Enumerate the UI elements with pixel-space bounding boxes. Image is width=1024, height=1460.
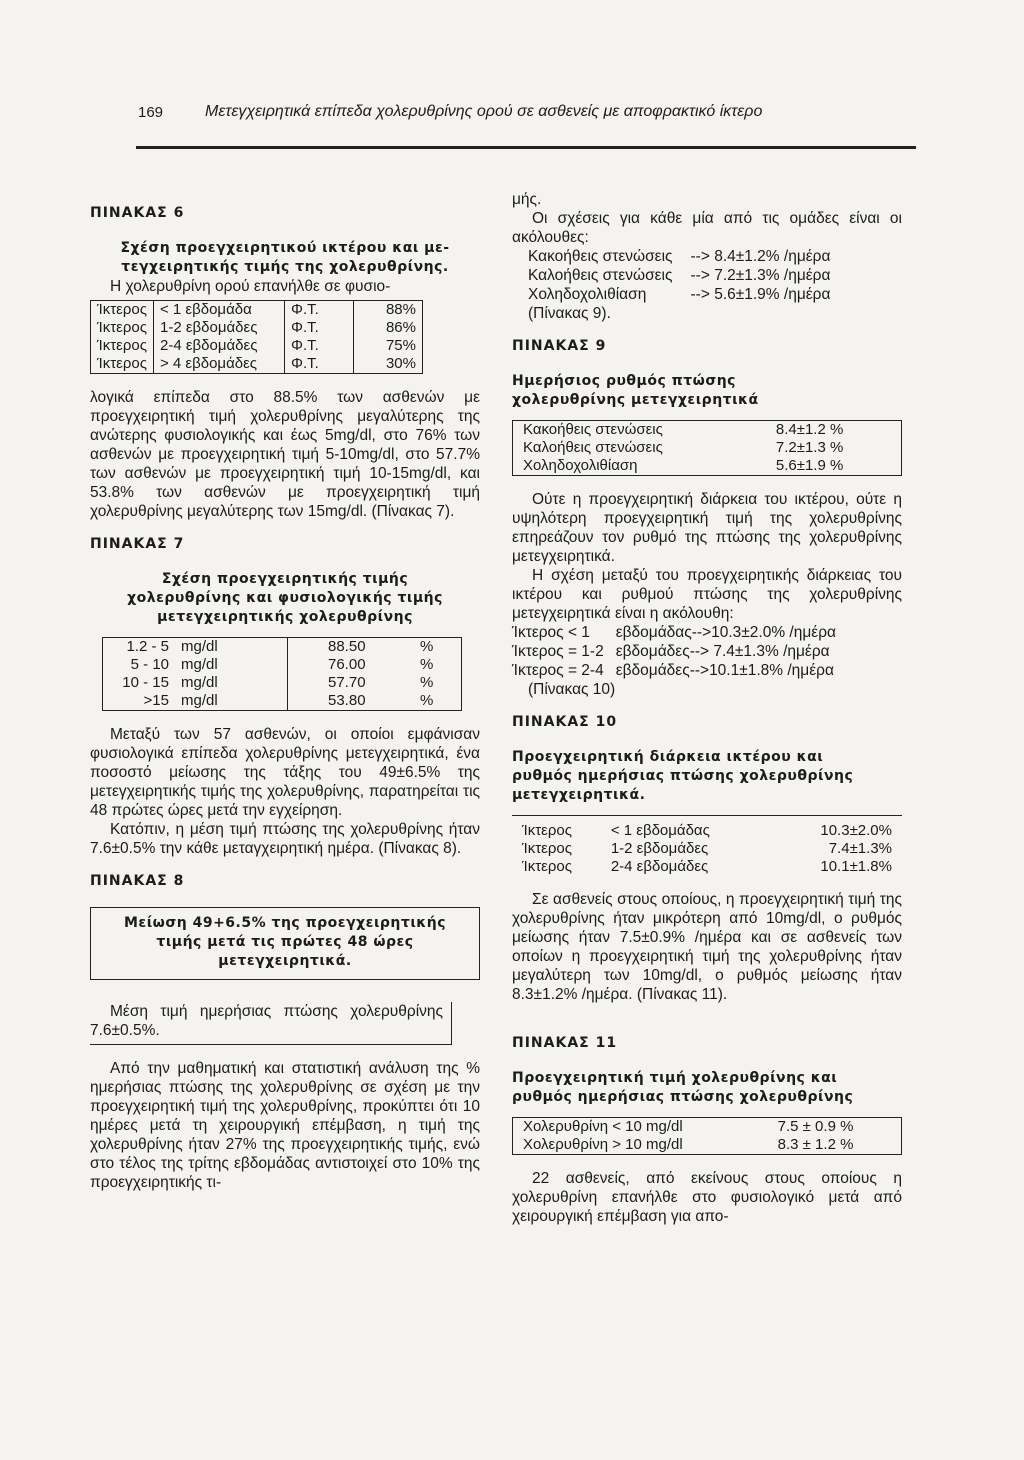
cell: εβδομάδες-->10.1±1.8% /ημέρα [615,662,834,679]
cell: Κακοήθεις στενώσεις [523,421,663,438]
caption-line: χολερυθρίνης και φυσιολογικής τιμής [127,590,443,606]
cell: % [420,692,434,709]
cell: mg/dl [181,674,218,691]
spacer [90,711,480,725]
cell: Ίκτερος = 1-2 [512,643,604,660]
caption-line: μετεγχειρητικά. [218,953,352,969]
paragraph: μής. [512,191,542,208]
paragraph: Η σχέση μεταξύ του προεγχειρητικής διάρκειας του ικτέρου και ρυθμού πτώσης της χολερυθρίνης μετεγχειρητικά είναι η ακόλουθη: [512,567,902,622]
cell: --> 5.6±1.9% /ημέρα [690,286,831,303]
table-7-caption [90,570,480,627]
cell: < 1 εβδομάδα [153,301,284,320]
list-item [528,285,830,304]
cell: Κακοήθεις στενώσεις [528,248,673,265]
table-6-label: ΠΙΝΑΚΑΣ 6 [90,205,185,221]
cell: 8.3 ± 1.2 % [777,1136,854,1153]
paragraph: λογικά επίπεδα στο 88.5% των ασθενών με προεγχειρητική τιμή χολερυθρίνης μεγαλύτερης της ανώτερης φυσιολογικής και έως 5mg/dl, στο 76% των ασθενών με προεγχειρητική τιμή 5-10mg/dl, στο 57.7% των ασθενών με προεγχειρητική τιμή 10-15mg/dl, και 53.8% των ασθενών με προεγχειρητική τιμή χολερυθρίνης μεγαλύτερης των 15mg/dl. (Πίνακας 7). [90,389,480,520]
cell: εβδομάδες--> 7.4±1.3% /ημέρα [615,643,830,660]
table-row [513,1118,902,1137]
table-row [512,840,892,858]
cell: % [420,638,434,655]
table-8-label: ΠΙΝΑΚΑΣ 8 [90,873,185,889]
duration-rates-list [512,623,836,680]
cell: Φ.Τ. [284,301,353,320]
caption-line: Προεγχειρητική διάρκεια ικτέρου και [512,749,824,765]
cell: 1.2 - 5 [126,638,169,655]
caption-line: χολερυθρίνης μετεγχειρητικά [512,392,759,408]
paragraph: Οι σχέσεις για κάθε μία από τις ομάδες είναι οι ακόλουθες: [512,210,902,246]
paragraph: Ούτε η προεγχειρητική διάρκεια του ικτέρου, ούτε η υψηλότερη προεγχειρητική τιμή της χολερυθρίνης επηρεάζουν τον ρυθμό της πτώσης της χολερυθρίνης μετεγχειρητικά. [512,491,902,565]
caption-line: μετεγχειρητικής χολερυθρίνης [157,609,413,625]
table-row [513,457,902,476]
cell: 5.6±1.9 % [775,457,844,474]
table-9 [512,420,902,476]
cell: Χολερυθρίνη < 10 mg/dl [523,1118,683,1135]
cell: Ίκτερος [522,840,572,857]
paragraph: Σε ασθενείς στους οποίους, η προεγχειρητική τιμή της χολερυθρίνης ήταν μικρότερη από 10mg/dl, ο ρυθμός μείωσης ήταν 7.5±0.9% /ημέρα και σε ασθενείς των οποίων η προεγχειρητική τιμή της χολερυθρίνης ήταν μεγαλύτερη των 10mg/dl, ο ρυθμός μείωσης ήταν 8.3±1.2% /ημέρα. (Πίνακας 11). [512,891,902,1003]
cell: 53.80 [288,692,415,711]
cell: Ίκτερος [97,301,147,318]
cell: Ίκτερος = 2-4 [512,662,604,679]
cell: 1-2 εβδομάδες [153,319,284,337]
cell: Χολερυθρίνη > 10 mg/dl [523,1136,683,1153]
table-6 [90,300,423,374]
table-10-caption [512,748,902,805]
cell: εβδομάδας-->10.3±2.0% /ημέρα [615,624,836,641]
table-8-caption [90,907,480,980]
table-6-intro: Η χολερυθρίνη ορού επανήλθε σε φυσιο- [110,278,391,295]
cell: 30% [353,355,422,374]
table-row [91,319,423,337]
table-6-caption [90,239,480,277]
cell: 2-4 εβδομάδες [610,858,709,875]
cell: 2-4 εβδομάδες [153,337,284,355]
table-7-label: ΠΙΝΑΚΑΣ 7 [90,536,185,552]
cell: Χοληδοχολιθίαση [523,457,638,474]
paragraph: Από την μαθηματική και στατιστική ανάλυση της % ημερήσιας πτώσης της χολερυθρίνης σε σχέση με την προεγχειρητική τιμή της χολερυθρίνης, προκύπτει ότι 10 ημέρες μετά τη χειρουργική επέμβαση, η τιμή της χολερυθρίνης ήταν 27% της προεγχειρητικής τιμής, ενώ στο τέλος της τρίτης εβδομάδας αντιστοιχεί στο 10% της προεγχειρητικής τι- [90,1060,480,1191]
cell: Ίκτερος [97,337,147,354]
caption-line: Σχέση προεγχειρητικής τιμής [161,571,409,587]
spacer [512,876,902,890]
table-7 [102,637,462,711]
table-11-caption [512,1069,902,1107]
cell: Ίκτερος [522,822,572,839]
spacer [512,1155,902,1169]
cell: --> 7.2±1.3% /ημέρα [690,267,831,284]
list-item [512,661,836,680]
right-column [512,190,902,1226]
spacer [512,476,902,490]
cell: 10 - 15 [122,674,169,691]
table-row [512,858,892,876]
spacer [90,374,480,388]
caption-line: ρυθμός ημερήσιας πτώσης χολερυθρίνης [512,768,854,784]
paragraph: (Πίνακας 10) [528,681,616,698]
cell: Ίκτερος [97,319,147,336]
table-row [91,355,423,374]
cell: > 4 εβδομάδες [153,355,284,374]
cell: Φ.Τ. [284,355,353,374]
caption-line: τεγχειρητικής τιμής της χολερυθρίνης. [121,259,449,275]
cell: --> 8.4±1.2% /ημέρα [690,248,831,265]
table-row [513,439,902,457]
caption-line: μετεγχειρητικά. [512,787,646,803]
table-11-label: ΠΙΝΑΚΑΣ 11 [512,1035,618,1051]
cell: 88% [353,301,422,320]
paragraph: Μέση τιμή ημερήσιας πτώσης χολερυθρίνης 7.6±0.5%. [90,1003,443,1039]
list-item [528,247,830,266]
spacer [90,1045,480,1059]
caption-line: Σχέση προεγχειρητικού ικτέρου και με- [120,240,450,256]
page-number: 169 [138,104,164,121]
cell: Ίκτερος [97,355,147,372]
cell: Φ.Τ. [284,337,353,355]
cell: Καλοήθεις στενώσεις [528,267,673,284]
caption-line: Προεγχειρητική τιμή χολερυθρίνης και [512,1070,838,1086]
cell: % [420,674,434,691]
cell: 88.50 [288,638,415,657]
table-10 [512,815,902,876]
table-row [513,421,902,440]
cell: 7.5 ± 0.9 % [777,1118,854,1135]
cell: mg/dl [181,656,218,673]
table-row [103,692,462,711]
cell: 10.1±1.8% [820,858,892,875]
header-rule [136,146,916,149]
table-9-caption [512,372,902,410]
cell: 86% [353,319,422,337]
paragraph: Κατόπιν, η μέση τιμή πτώσης της χολερυθρίνης ήταν 7.6±0.5% την κάθε μεταγχειρητική ημέρα. (Πίνακας 8). [90,821,480,857]
table-8-body [90,1002,452,1045]
cell: 7.2±1.3 % [775,439,844,456]
table-11 [512,1117,902,1155]
cell: 57.70 [288,674,415,692]
cell: 76.00 [288,656,415,674]
caption-line: Μείωση 49+6.5% της προεγχειρητικής [124,915,446,931]
cell: Χοληδοχολιθίαση [528,286,647,303]
caption-line: Ημερήσιος ρυθμός πτώσης [512,373,736,389]
group-rates-list [528,247,830,304]
cell: mg/dl [181,638,218,655]
cell: Ίκτερος < 1 [512,624,590,641]
cell: 8.4±1.2 % [775,421,844,438]
table-row [103,638,462,657]
cell: Φ.Τ. [284,319,353,337]
cell: 5 - 10 [130,656,169,673]
cell: < 1 εβδομάδας [610,822,710,839]
table-row [103,674,462,692]
list-item [512,642,836,661]
paragraph: 22 ασθενείς, από εκείνους στους οποίους η χολερυθρίνη επανήλθε στο φυσιολογικό μετά από χειρουργική επέμβαση για απο- [512,1170,902,1225]
table-row [91,337,423,355]
cell: 10.3±2.0% [820,822,892,839]
running-title: Μετεγχειρητικά επίπεδα χολερυθρίνης ορού σε ασθενείς με αποφρακτικό ίκτερο [205,103,763,120]
cell: 1-2 εβδομάδες [610,840,709,857]
table-row [513,1136,902,1155]
list-item [528,266,830,285]
list-item [512,623,836,642]
caption-line: τιμής μετά τις πρώτες 48 ώρες [156,934,414,950]
cell: >15 [143,692,169,709]
paragraph: (Πίνακας 9). [528,305,611,322]
cell: mg/dl [181,692,218,709]
table-row [512,822,892,840]
table-row [103,656,462,674]
cell: 7.4±1.3% [828,840,892,857]
table-row [91,301,423,320]
cell: Καλοήθεις στενώσεις [523,439,663,456]
paragraph: Μεταξύ των 57 ασθενών, οι οποίοι εμφάνισαν φυσιολογικά επίπεδα χολερυθρίνης μετεγχειρητικά, ένα ποσοστό μείωσης της τάξης του 49±6.5% της μετεγχειρητικής τιμής της χολερυθρίνης, παρατηρείται τις 48 πρώτες ώρες μετά την εγχείρηση. [90,726,480,819]
table-9-label: ΠΙΝΑΚΑΣ 9 [512,338,607,354]
cell: Ίκτερος [522,858,572,875]
caption-line: ρυθμός ημερήσιας πτώσης χολερυθρίνης [512,1089,854,1105]
table-10-label: ΠΙΝΑΚΑΣ 10 [512,714,618,730]
cell: 75% [353,337,422,355]
left-column [90,190,480,1192]
table-10-grid [512,822,892,876]
cell: % [420,656,434,673]
